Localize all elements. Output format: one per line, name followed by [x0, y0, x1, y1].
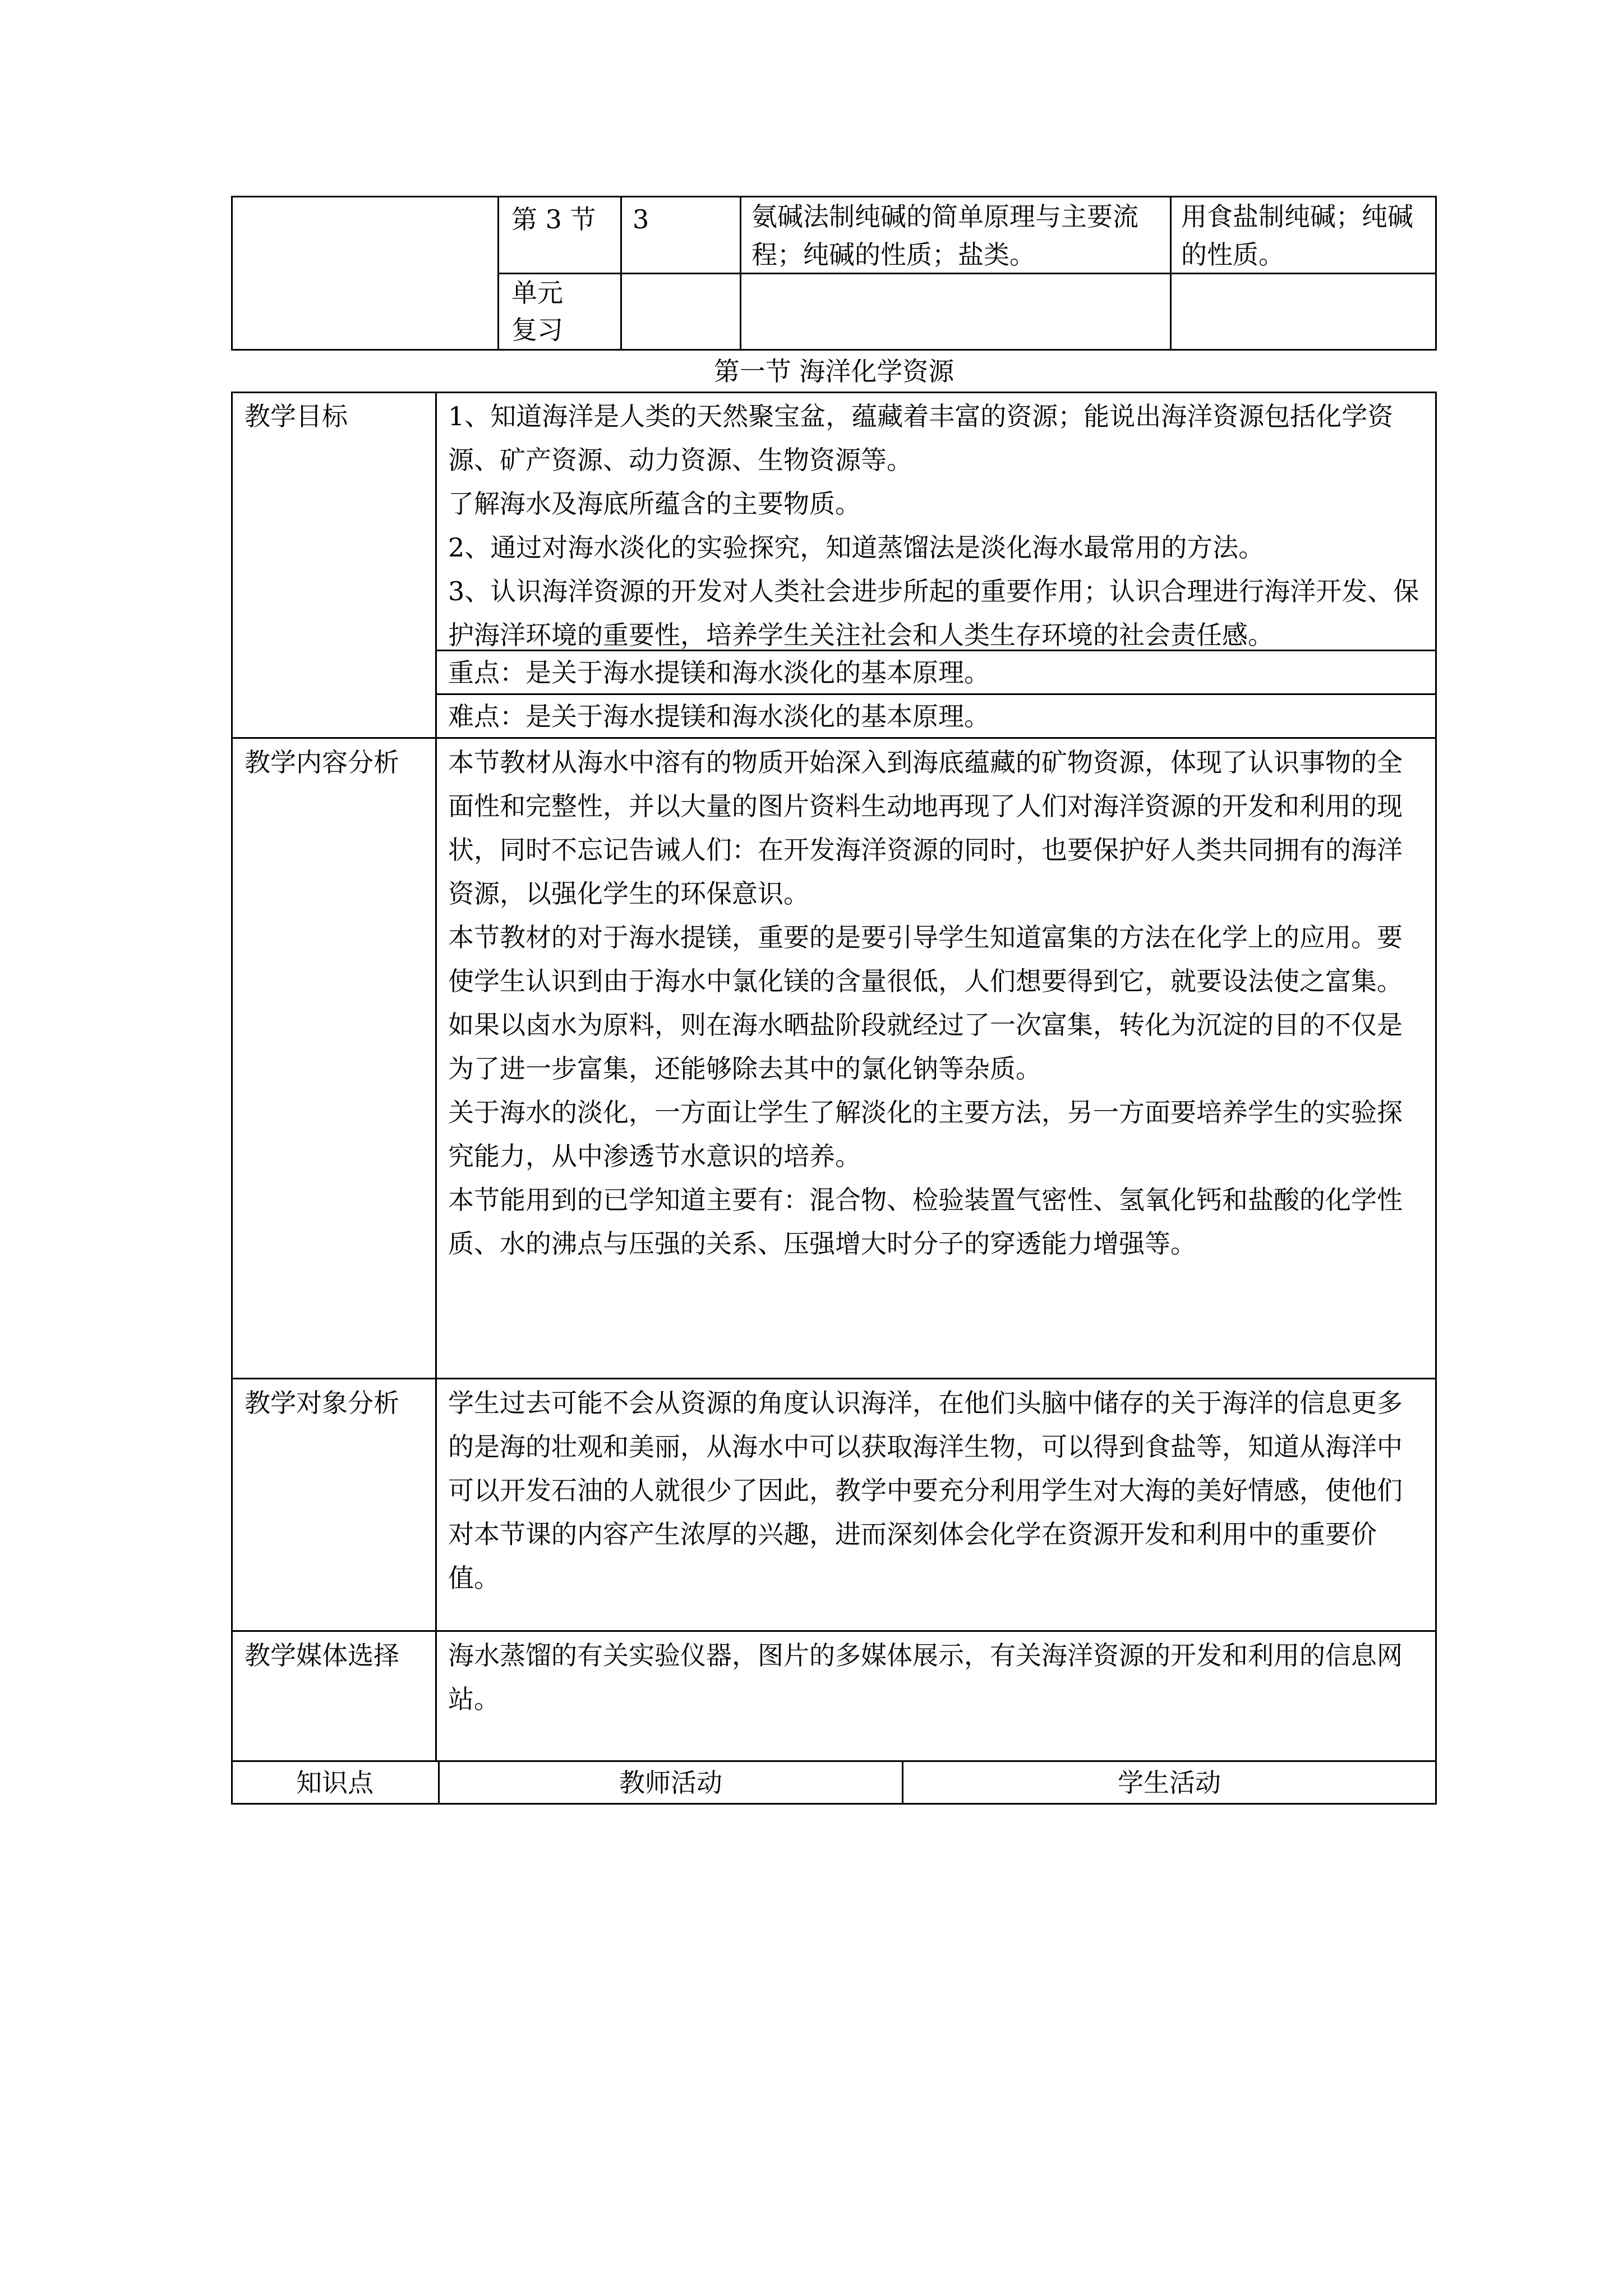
difficulty: 难点：是关于海水提镁和海水淡化的基本原理。 [448, 701, 990, 731]
content-text [448, 740, 1427, 1266]
media-label: 教学媒体选择 [245, 1640, 399, 1671]
rule [1435, 196, 1437, 351]
hours-cell: 3 [633, 204, 649, 234]
goal-2: 了解海水及海底所蕴含的主要物质。 [448, 489, 861, 519]
content-para-2: 本节教材的对于海水提镁，重要的是要引导学生知道富集的方法在化学上的应用。要使学生认识到由于海水中氯化镁的含量很低，人们想要得到它，就要设法使之富集。如果以卤水为原料，则在海水晒盐阶段就经过了一次富集，转化为沉淀的目的不仅是为了进一步富集，还能够除去其中的氯化钠等杂质。 [448, 922, 1403, 1084]
media-text: 海水蒸馏的有关实验仪器，图片的多媒体展示，有关海洋资源的开发和利用的信息网站。 [448, 1640, 1403, 1714]
rule [231, 1630, 1437, 1632]
section-cell: 第 3 节 [511, 204, 596, 234]
review-cell: 单元复习 [511, 278, 563, 345]
goal-4: 3、认识海洋资源的开发对人类社会进步所起的重要作用；认识合理进行海洋开发、保护海洋环境的重要性，培养学生关注社会和人类生存环境的社会责任感。 [448, 576, 1419, 650]
content-para-3: 关于海水的淡化，一方面让学生了解淡化的主要方法，另一方面要培养学生的实验探究能力，从中渗透节水意识的培养。 [448, 1097, 1403, 1171]
section-title: 第一节 海洋化学资源 [713, 356, 955, 386]
goals-label: 教学目标 [245, 401, 348, 431]
content-para-1: 本节教材从海水中溶有的物质开始深入到海底蕴藏的矿物资源，体现了认识事物的全面性和完整性，并以大量的图片资料生动地再现了人们对海洋资源的开发和利用的现状，同时不忘记告诫人们：在开发海洋资源的同时，也要保护好人类共同拥有的海洋资源，以强化学生的环保意识。 [448, 747, 1403, 909]
content-cell: 氨碱法制纯碱的简单原理与主要流程；纯碱的性质；盐类。 [751, 201, 1138, 270]
content-para-4: 本节能用到的已学知道主要有：混合物、检验装置气密性、氢氧化钙和盐酸的化学性质、水的沸点与压强的关系、压强增大时分子的穿透能力增强等。 [448, 1185, 1403, 1259]
rule [740, 196, 741, 351]
rule [231, 196, 233, 351]
rule [620, 196, 622, 351]
rule [231, 392, 233, 1805]
rule [1435, 392, 1437, 1805]
goals-text [448, 394, 1427, 657]
goal-3: 2、通过对海水淡化的实验探究，知道蒸馏法是淡化海水最常用的方法。 [448, 532, 1265, 563]
rule [231, 1378, 1437, 1379]
key-point: 重点：是关于海水提镁和海水淡化的基本原理。 [448, 657, 990, 688]
key-points-cell: 用食盐制纯碱；纯碱的性质。 [1181, 201, 1413, 270]
student-header: 学生活动 [1118, 1768, 1221, 1798]
knowledge-header: 知识点 [296, 1768, 374, 1798]
rule [231, 392, 1437, 393]
teacher-header: 教师活动 [619, 1768, 722, 1798]
rule [1170, 196, 1172, 351]
rule [435, 392, 437, 1760]
goal-1: 1、知道海洋是人类的天然聚宝盆，蕴藏着丰富的资源；能说出海洋资源包括化学资源、矿产资源、动力资源、生物资源等。 [448, 401, 1394, 475]
object-text: 学生过去可能不会从资源的角度认识海洋，在他们头脑中储存的关于海洋的信息更多的是海的壮观和美丽，从海水中可以获取海洋生物，可以得到食盐等，知道从海洋中可以开发石油的人就很少了因此，教学中要充分利用学生对大海的美好情感，使他们对本节课的内容产生浓厚的兴趣，进而深刻体会化学在资源开发和利用中的重要价值。 [448, 1388, 1403, 1593]
rule [497, 196, 499, 351]
rule [231, 349, 1437, 351]
object-label: 教学对象分析 [245, 1388, 399, 1418]
content-label: 教学内容分析 [245, 747, 399, 777]
